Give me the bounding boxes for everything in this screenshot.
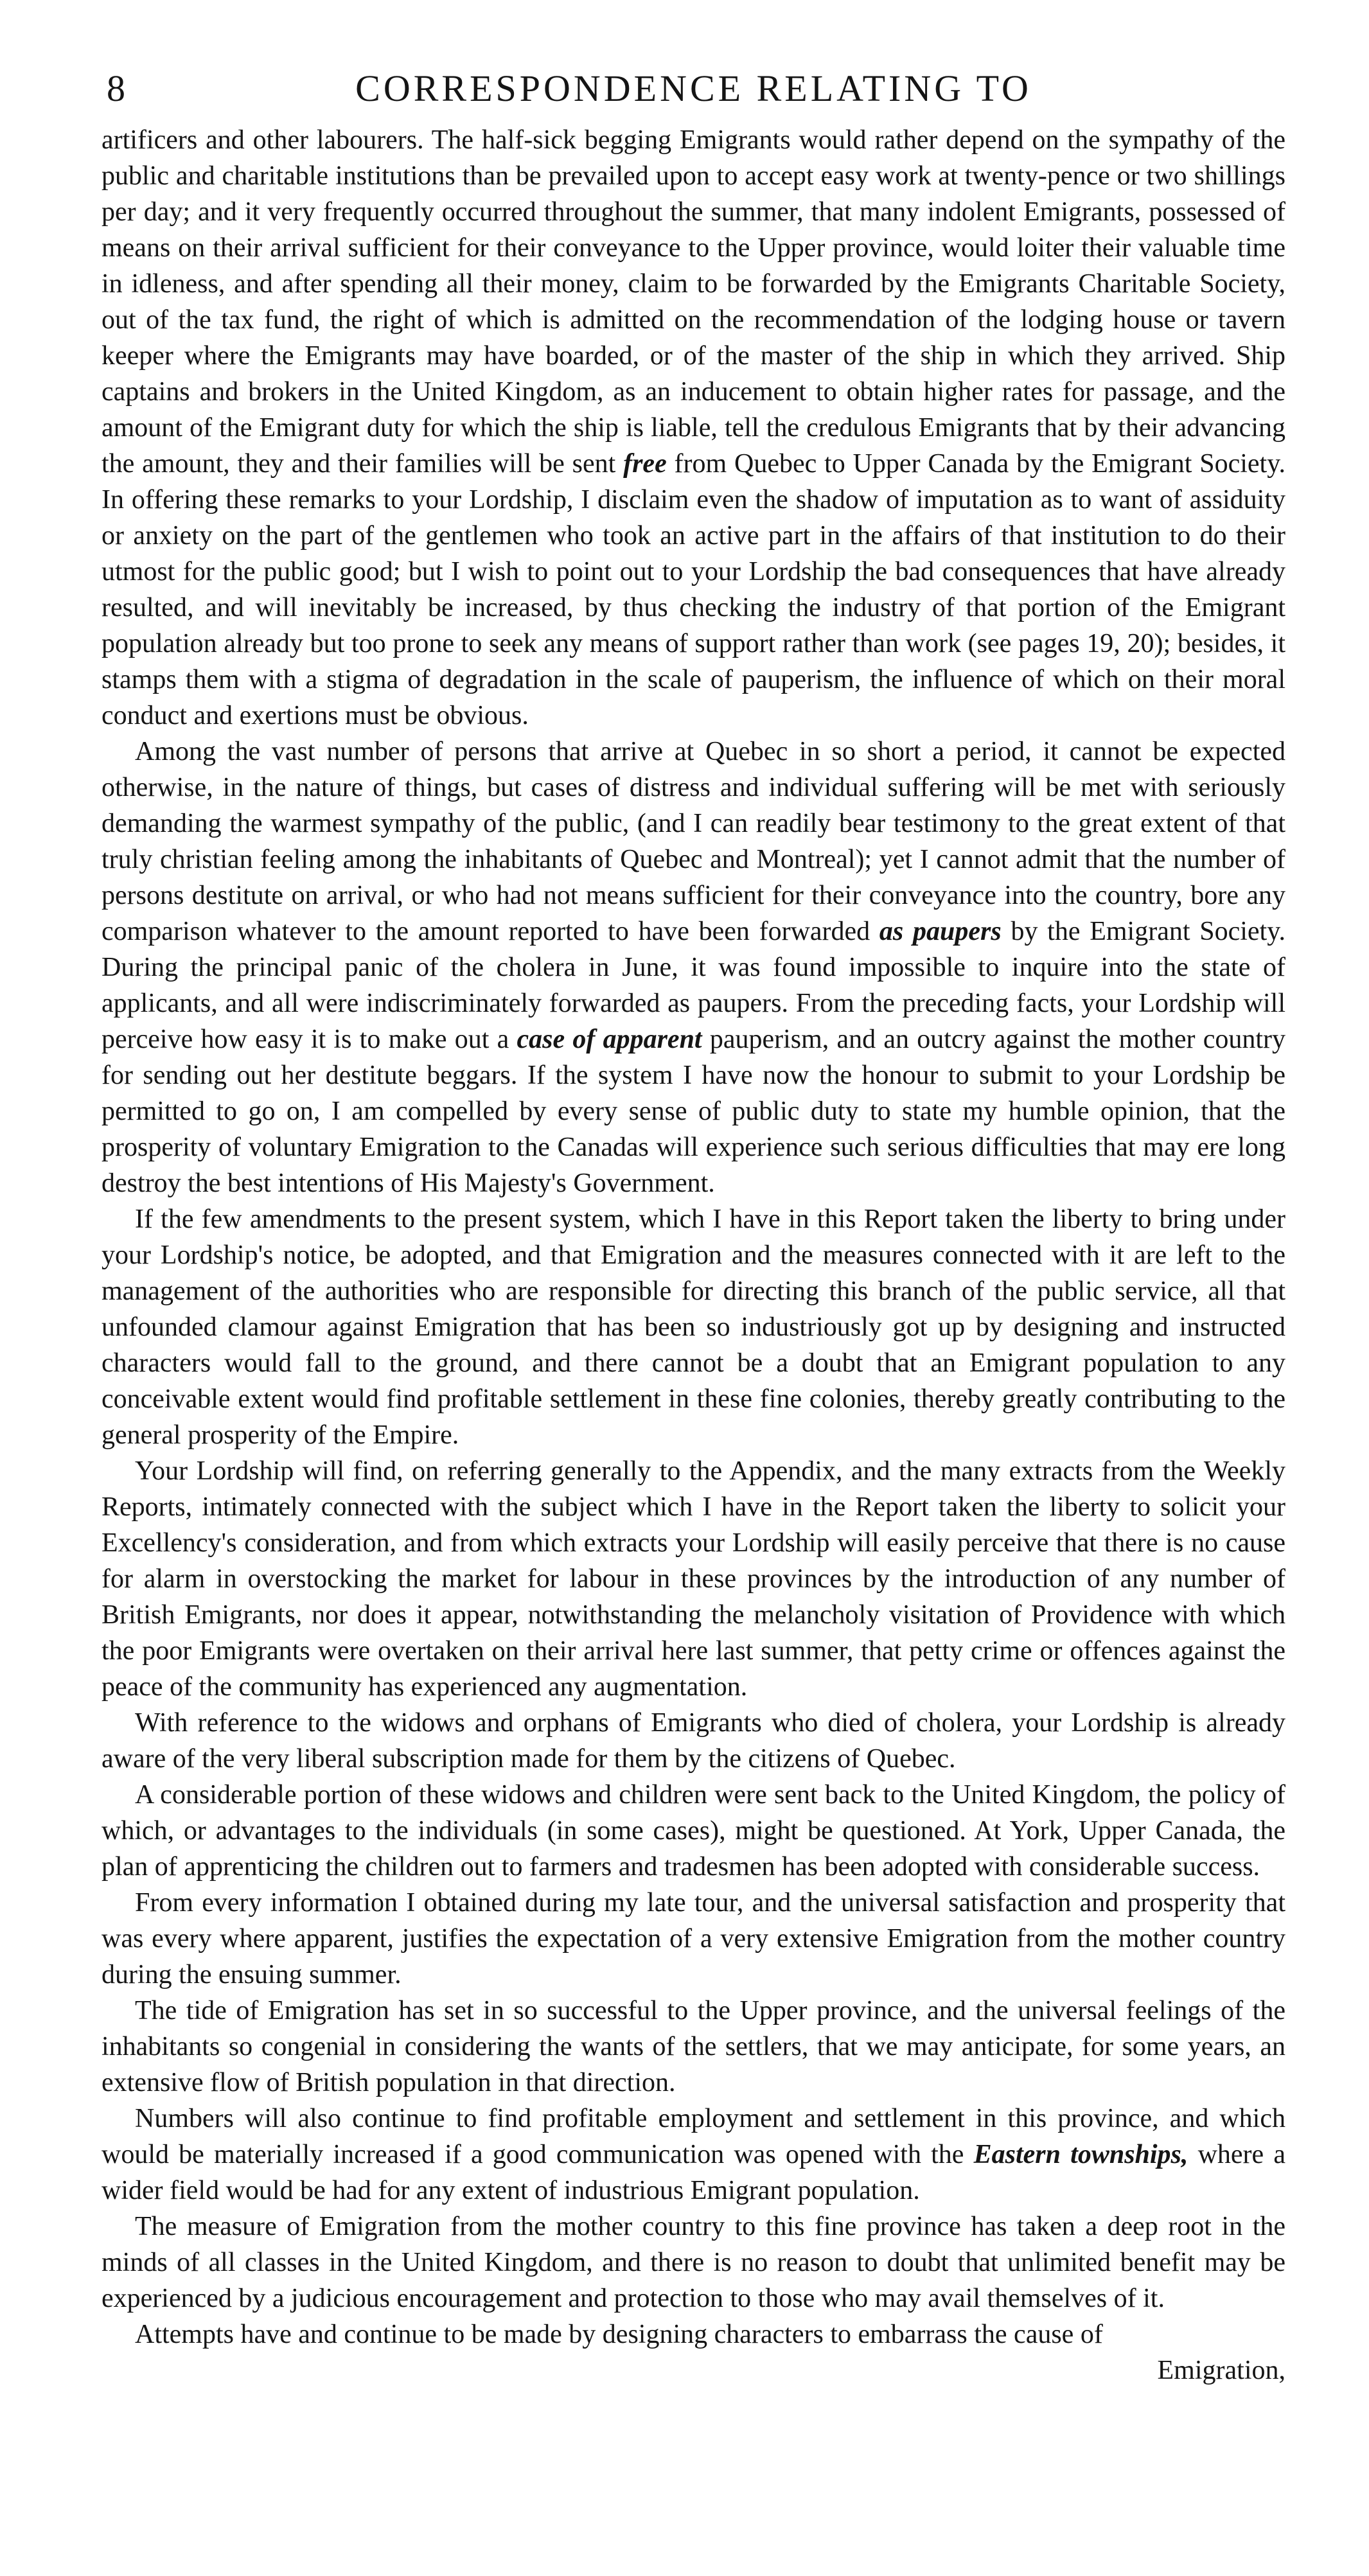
paragraph-8: The tide of Emigration has set in so successful to the Upper province, and the universal feelings of the inhabitants so congenial in considering the wants of the settlers, that we may anticipate, for some years, an extensive flow of British population in that direction. [102,1996,1285,2097]
paragraph-10: The measure of Emigration from the mother country to this fine province has taken a deep root in the minds of all classes in the United Kingdom, and there is no reason to doubt that unlimited benefit may be experienced by a judicious encouragement and protection to those who may avail themselves of it. [102,2212,1285,2313]
paragraph-3: If the few amendments to the present system, which I have in this Report taken the liberty to bring under your Lordship's notice, be adopted, and that Emigration and the measures connected with it are left to the management of the authorities who are responsible for directing this branch of the public service, all that unfounded clamour against Emigration that has been so industriously got up by designing and instructed characters would fall to the ground, and there cannot be a doubt that an Emigrant population to any conceivable extent would find profitable settlement in these fine colonies, thereby greatly contributing to the general prosperity of the Empire. [102,1204,1285,1450]
catchword: Emigration, [1157,2356,1285,2385]
paragraph-2: Among the vast number of persons that arrive at Quebec in so short a period, it cannot be expected otherwise, in the nature of things, but cases of distress and individual suffering will be met with seriously demanding the warmest sympathy of the public, (and I can readily bear testimony to the great extent of that truly christian feeling among the inhabitants of Quebec and Montreal); yet I cannot admit that the number of persons destitute on arrival, or who had not means sufficient for their conveyance into the country, bore any comparison whatever to the amount reported to have been forwarded as paupers by the Emigrant Society. During the principal panic of the cholera in June, it was found impossible to inquire into the state of applicants, and all were indiscriminately forwarded as paupers. From the preceding facts, your Lordship will perceive how easy it is to make out a case of apparent pauperism, and an outcry against the mother country for sending out her destitute beggars. If the system I have now the honour to submit to your Lordship be permitted to go on, I am compelled by every sense of public duty to state my humble opinion, that the prosperity of voluntary Emigration to the Canadas will experience such serious difficulties that may ere long destroy the best intentions of His Majesty's Government. [102,737,1285,1198]
paragraph-6: A considerable portion of these widows and children were sent back to the United Kingdom, the policy of which, or advantages to the individuals (in some cases), might be questioned. At York, Upper Canada, the plan of apprenticing the children out to farmers and tradesmen has been adopted with considerable success. [102,1780,1285,1882]
emphasis-free: free [623,449,667,479]
paragraph-4: Your Lordship will find, on referring generally to the Appendix, and the many extracts from the Weekly Reports, intimately connected with the subject which I have in the Report taken the liberty to solicit your Excellency's consideration, and from which extracts your Lordship will easily perceive that there is no cause for alarm in overstocking the market for labour in these provinces by the introduction of any number of British Emigrants, nor does it appear, notwithstanding the melancholy visitation of Providence with which the poor Emigrants were overtaken on their arrival here last summer, that petty crime or offences against the peace of the community has experienced any augmentation. [102,1456,1285,1702]
paragraph-9: Numbers will also continue to find profitable employment and settlement in this province, and which would be materially increased if a good communication was opened with the Eastern townships, where a wider field would be had for any extent of industrious Emigrant population. [102,2104,1285,2205]
paragraph-5: With reference to the widows and orphans of Emigrants who died of cholera, your Lordship is already aware of the very liberal subscription made for them by the citizens of Quebec. [102,1708,1285,1774]
emphasis-case-of-apparent: case of apparent [517,1025,702,1054]
paragraph-7: From every information I obtained during my late tour, and the universal satisfaction and prosperity that was every where apparent, justifies the expectation of a very extensive Emigration from the mother country during the ensuing summer. [102,1888,1285,1989]
page-number: 8 [107,67,125,109]
paragraph-1: artificers and other labourers. The half-sick begging Emigrants would rather depend on the sympathy of the public and charitable institutions than be prevailed upon to accept easy work at twenty-pence or two shillings per day; and it very frequently occurred throughout the summer, that many indolent Emigrants, possessed of means on their arrival sufficient for their conveyance to the Upper province, would loiter their valuable time in idleness, and after spending all their money, claim to be forwarded by the Emigrants Charitable Society, out of the tax fund, the right of which is admitted on the recommendation of the lodging house or tavern keeper where the Emigrants may have boarded, or of the master of the ship in which they arrived. Ship captains and brokers in the United Kingdom, as an inducement to obtain higher rates for passage, and the amount of the Emigrant duty for which the ship is liable, tell the credulous Emigrants that by their advancing the amount, they and their families will be sent free from Quebec to Upper Canada by the Emigrant Society. In offering these remarks to your Lordship, I disclaim even the shadow of imputation as to want of assiduity or anxiety on the part of the gentlemen who took an active part in the affairs of that institution to do their utmost for the public good; but I wish to point out to your Lordship the bad consequences that have already resulted, and will inevitably be increased, by thus checking the industry of that portion of the Emigrant population already but too prone to seek any means of support rather than work (see pages 19, 20); besides, it stamps them with a stigma of degradation in the scale of pauperism, the influence of which on their moral conduct and exertions must be obvious. [102,125,1285,730]
paragraph-11: Attempts have and continue to be made by designing characters to embarrass the cause of [135,2320,1103,2349]
page-header [102,0,1285,122]
running-title: CORRESPONDENCE RELATING TO [355,67,1032,109]
emphasis-eastern-townships: Eastern townships, [973,2140,1188,2169]
body-text [102,122,1285,2352]
emphasis-as-paupers: as paupers [879,917,1002,946]
